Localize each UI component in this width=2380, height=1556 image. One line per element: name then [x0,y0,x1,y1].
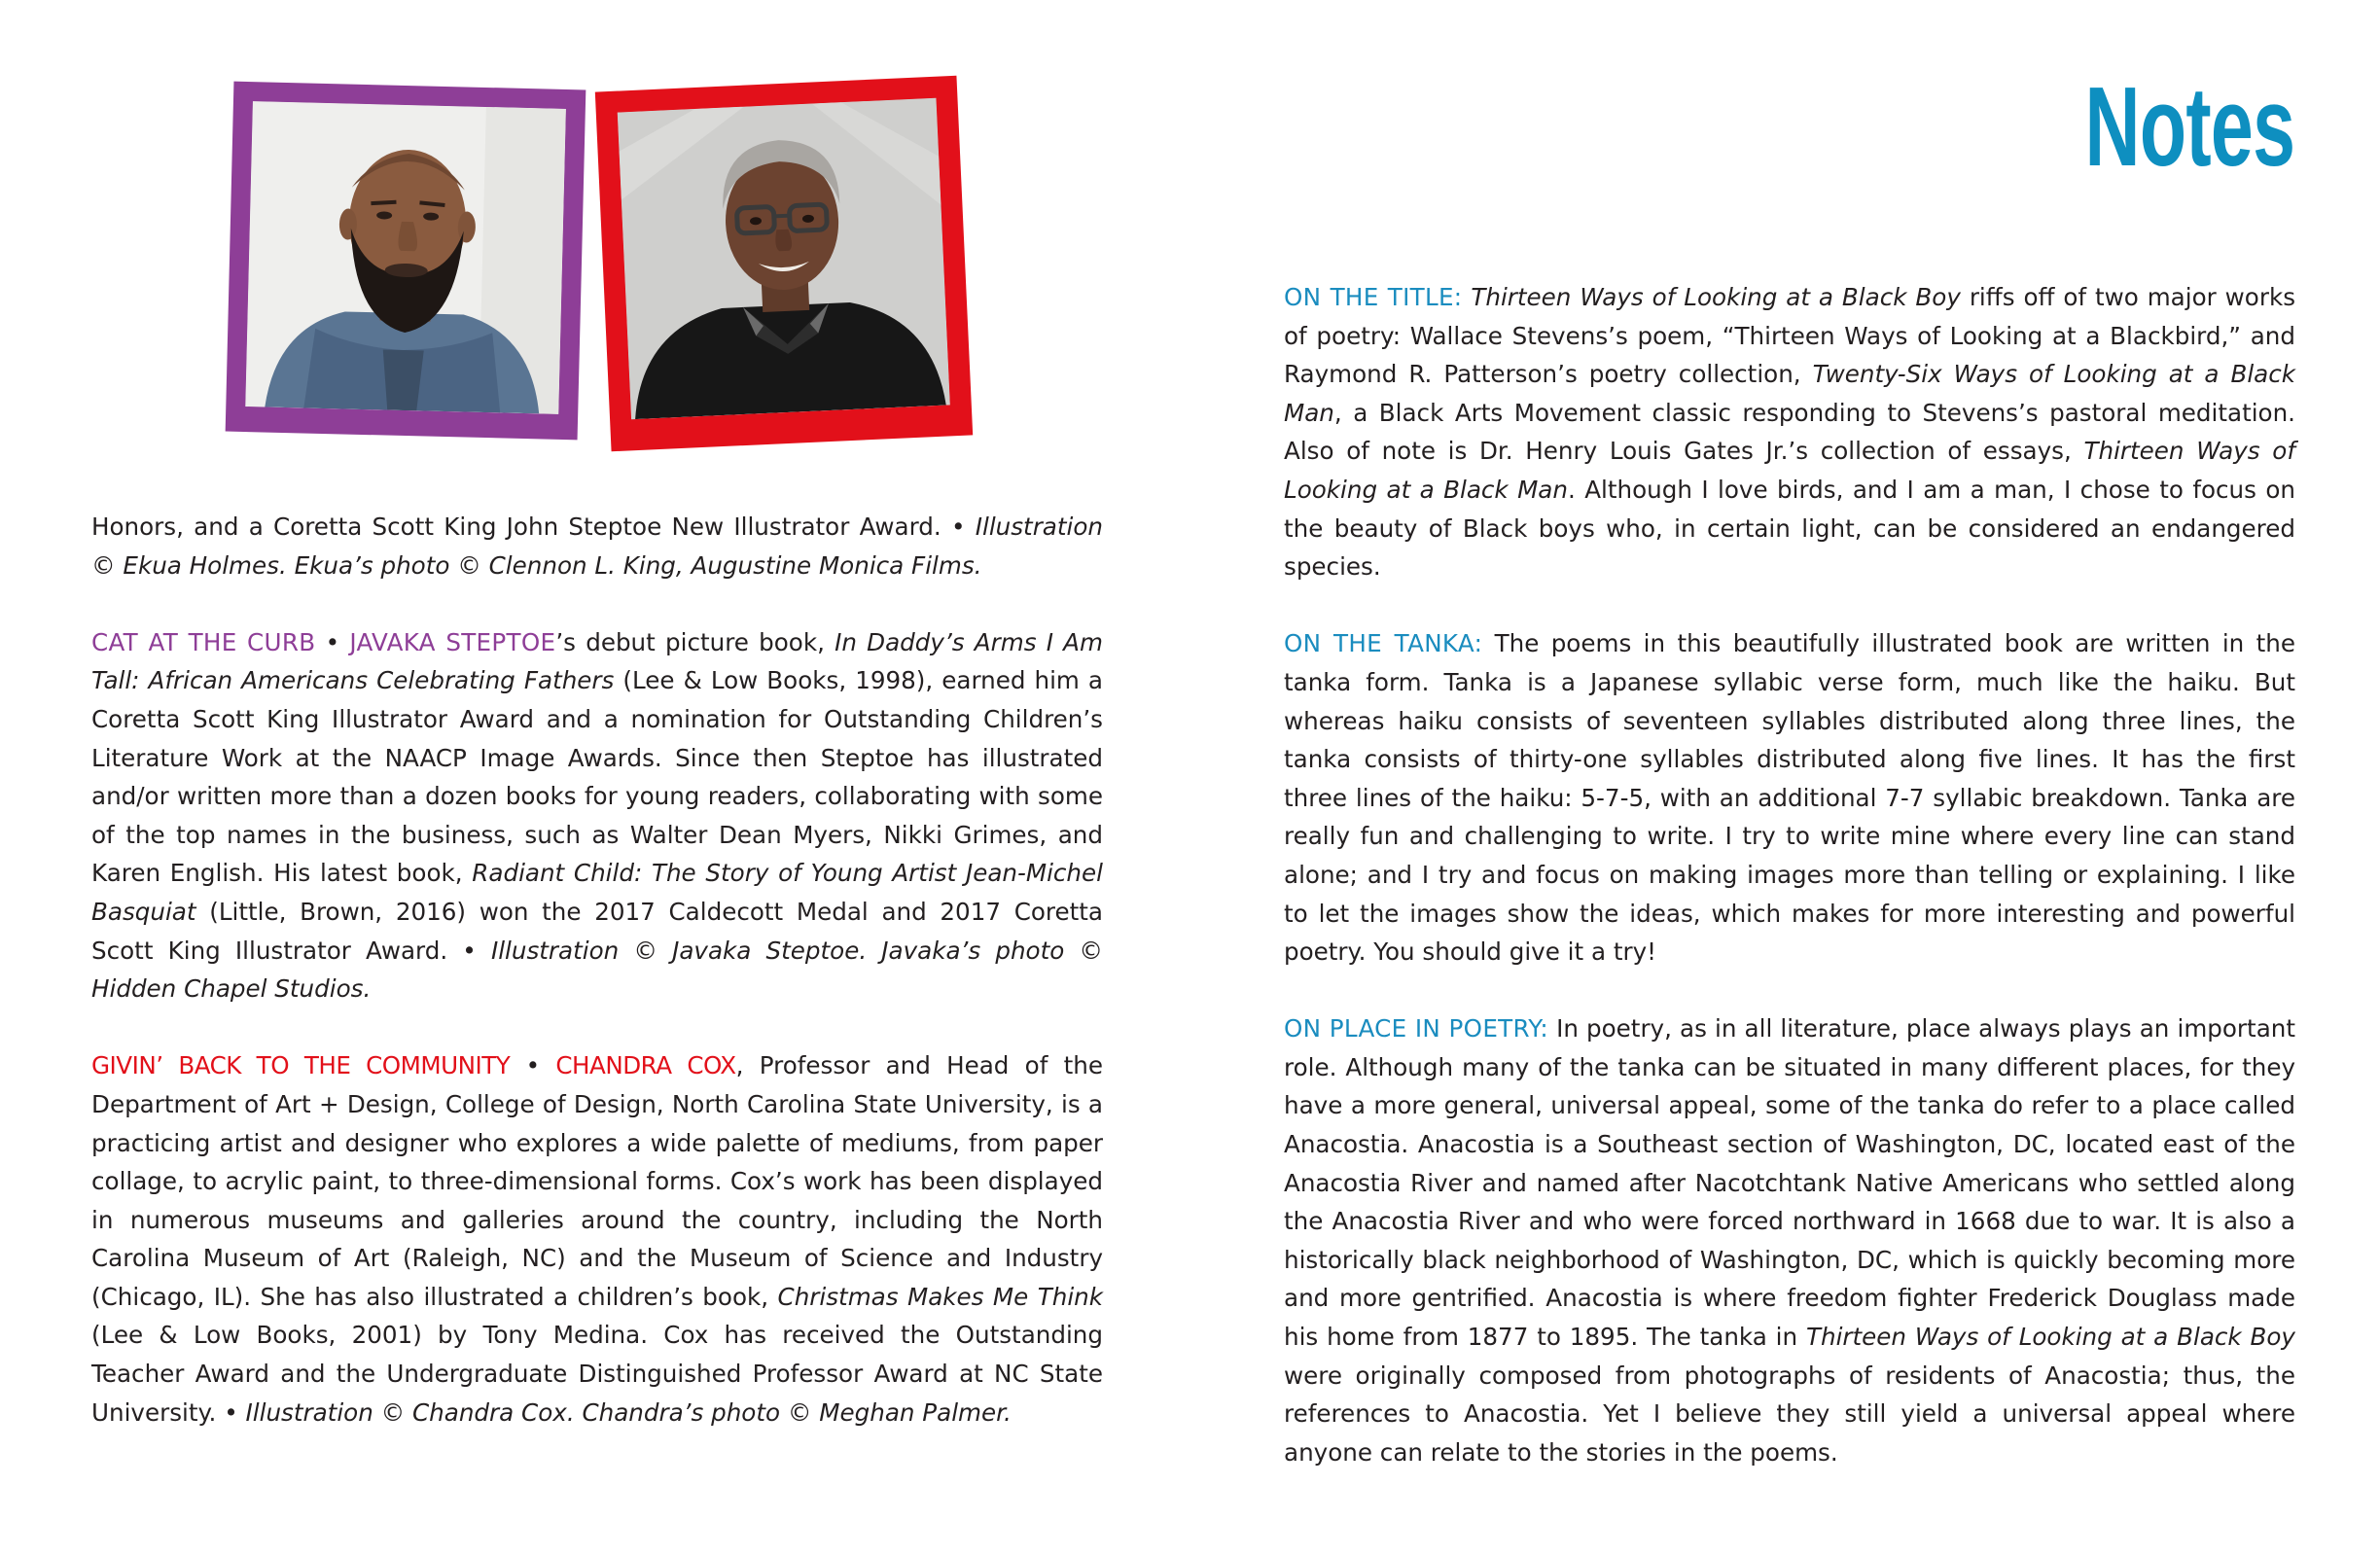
note-label-title: ON THE TITLE: [1284,283,1463,311]
notes-title: Notes [2084,63,2294,190]
portrait-illustration-cox [618,98,950,420]
portrait-illustration-holmes [245,101,566,414]
bio-steptoe [91,623,1103,1008]
illustrator-name-steptoe: JAVAKA STEPTOE [349,627,556,656]
poem-title-givin-back: GIVIN’ BACK TO THE COMMUNITY [91,1051,511,1080]
photo-frame-holmes [226,82,586,441]
note-title-text2: , a Black Arts Movement classic responding to Stevens’s pastoral meditation. Also of note is Dr. Henry Louis Gates Jr.’s collection of essays, [1284,398,2295,466]
bio-cox-text2: (Lee & Low Books, 2001) by Tony Medina. Cox has received the Outstanding Teacher Award and the Undergraduate Distinguished Professor Award at NC State University. • [91,1321,1103,1427]
book-title-twenty-six-ways: Twenty-Six Ways of Looking at a Black Man [1284,360,2295,427]
note-place-text2: were originally composed from photographs of residents of Anacostia; thus, the references to Anacostia. Yet I believe they still yield a universal appeal where anyone can relate to the stories in the poems. [1284,1361,2295,1467]
note-on-the-title [1284,278,2295,586]
bio-cox-credit: Illustration © Chandra Cox. Chandra’s photo © Meghan Palmer. [245,1397,1012,1427]
bullet-separator: • [325,627,340,656]
note-label-place: ON PLACE IN POETRY: [1284,1014,1548,1043]
bullet-separator: • [525,1051,541,1080]
book-title-christmas-makes-me-think: Christmas Makes Me Think [777,1282,1103,1311]
note-title-text1: riffs off of two major works of poetry: Wallace Stevens’s poem, “Thirteen Ways of Looking at a Blackbird,” and Raymond R. Patterson’s poetry collection, [1284,283,2296,389]
portrait-photo-cox [618,98,950,420]
illustrator-name-cox: CHANDRA COX [555,1051,736,1080]
illustrator-bios-column [91,508,1103,1432]
book-title-thirteen-ways-boy: Thirteen Ways of Looking at a Black Boy [1471,283,1961,311]
bio-steptoe-text2: (Lee & Low Books, 1998), earned him a Coretta Scott King Illustrator Award and a nomination for Outstanding Children’s Literature Work at the NAACP Image Awards. Since then Steptoe has illustrated and/or written more than a dozen books for young readers, collaborating with some of the top names in the business, such as Walter Dean Myers, Nikki Grimes, and Karen English. His latest book, [91,666,1103,888]
book-title-daddys-arms: In Daddy’s Arms I Am Tall: African Americans Celebrating Fathers [91,627,1103,695]
note-label-tanka: ON THE TANKA: [1284,629,1483,658]
bio-cox [91,1046,1103,1432]
portrait-photo-holmes [245,101,566,414]
bio-holmes-continued [91,508,1103,584]
bio-holmes-text: Honors, and a Coretta Scott King John Steptoe New Illustrator Award. • [91,513,966,541]
bio-steptoe-credit: Illustration © Javaka Steptoe. Javaka’s photo © Hidden Chapel Studios. [91,936,1104,1004]
note-on-place [1284,1009,2295,1471]
bio-holmes-credit: Illustration © Ekua Holmes. Ekua’s photo © Clennon L. King, Augustine Monica Films. [91,513,1103,580]
book-title-thirteen-ways-boy-2: Thirteen Ways of Looking at a Black Boy [1805,1323,2295,1352]
photo-frame-cox [595,76,973,451]
note-tanka-text: The poems in this beautifully illustrated book are written in the tanka form. Tanka is a Japanese syllabic verse form, much like the haiku. But whereas haiku consists of seventeen syllables distributed along three lines, the tanka consists of thirty-one syllables distributed along five lines. It has the first three lines of the haiku: 5-7-5, with an additional 7-7 syllabic breakdown. Tanka are really fun and challenging to write. I try to write mine where every line can stand alone; and I try and focus on making images more than telling or explaining. I like to let the images show the ideas, which makes for more interesting and powerful poetry. You should give it a try! [1284,629,2295,967]
bio-steptoe-text3: (Little, Brown, 2016) won the 2017 Caldecott Medal and 2017 Coretta Scott King Illustrator Award. • [91,897,1103,965]
note-on-the-tanka [1284,624,2295,971]
poem-title-cat-at-the-curb: CAT AT THE CURB [91,627,316,656]
bio-steptoe-text1: ’s debut picture book, [555,627,825,656]
book-title-radiant-child: Radiant Child: The Story of Young Artist Jean-Michel Basquiat [91,859,1103,926]
note-title-text3: . Although I love birds, and I am a man, I chose to focus on the beauty of Black boys who, in certain light, can be considered an endangered species. [1284,475,2296,582]
notes-column [1284,278,2295,1471]
note-place-text1: In poetry, as in all literature, place always plays an important role. Although many of the tanka can be situated in many different places, for they have a more general, universal appeal, some of the tanka do refer to a place called Anacostia. Anacostia is a Southeast section of Washington, DC, located east of the Anacostia River and named after Nacotchtank Native Americans who settled along the Anacostia River and who were forced northward in 1668 due to war. It is also a historically black neighborhood of Washington, DC, which is quickly becoming more and more gentrified. Anacostia is where freedom fighter Frederick Douglass made his home from 1877 to 1895. The tanka in [1284,1014,2295,1352]
book-title-thirteen-ways-man: Thirteen Ways of Looking at a Black Man [1284,437,2295,504]
bio-cox-text1: , Professor and Head of the Department of Art + Design, College of Design, North Carolina State University, is a practicing artist and designer who explores a wide palette of mediums, from paper collage, to acrylic paint, to three-dimensional forms. Cox’s work has been displayed in numerous museums and galleries around the country, including the North Carolina Museum of Art (Raleigh, NC) and the Museum of Science and Industry (Chicago, IL). She has also illustrated a children’s book, [91,1051,1103,1311]
